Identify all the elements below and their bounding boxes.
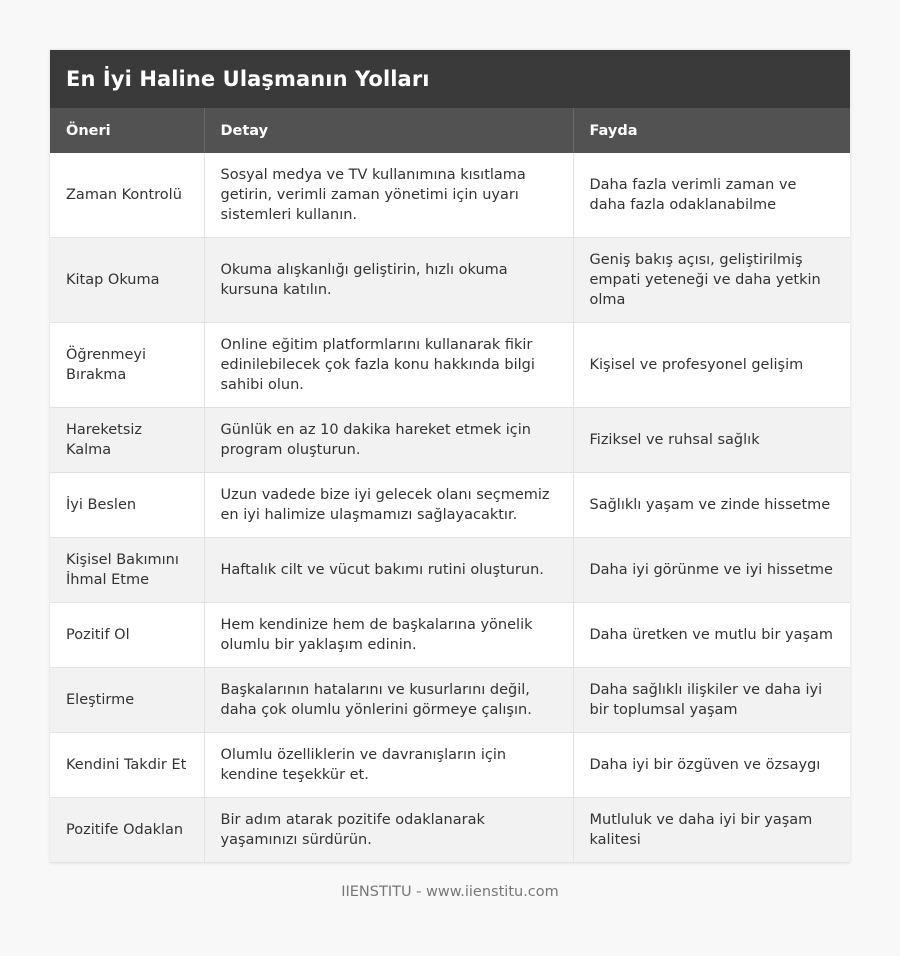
cell-fayda: Daha fazla verimli zaman ve daha fazla odaklanabilme: [573, 153, 850, 238]
data-table: [50, 108, 850, 863]
table-row: [50, 238, 850, 323]
table-row: [50, 153, 850, 238]
cell-detay: Okuma alışkanlığı geliştirin, hızlı okuma kursuna katılın.: [204, 238, 573, 323]
cell-oneri: Zaman Kontrolü: [50, 153, 204, 238]
cell-detay: Günlük en az 10 dakika hareket etmek için program oluşturun.: [204, 408, 573, 473]
cell-fayda: Daha iyi bir özgüven ve özsaygı: [573, 733, 850, 798]
cell-fayda: Sağlıklı yaşam ve zinde hissetme: [573, 473, 850, 538]
table-card: [50, 50, 850, 863]
footer-credit: IIENSTITU - www.iienstitu.com: [341, 884, 559, 900]
cell-detay: Başkalarının hatalarını ve kusurlarını değil, daha çok olumlu yönlerini görmeye çalışın.: [204, 668, 573, 733]
table-row: [50, 733, 850, 798]
cell-oneri: Hareketsiz Kalma: [50, 408, 204, 473]
cell-fayda: Fiziksel ve ruhsal sağlık: [573, 408, 850, 473]
cell-oneri: Öğrenmeyi Bırakma: [50, 323, 204, 408]
cell-oneri: Pozitif Ol: [50, 603, 204, 668]
cell-fayda: Daha üretken ve mutlu bir yaşam: [573, 603, 850, 668]
cell-oneri: Eleştirme: [50, 668, 204, 733]
title-bar: [50, 50, 850, 108]
cell-fayda: Mutluluk ve daha iyi bir yaşam kalitesi: [573, 798, 850, 863]
table-row: [50, 408, 850, 473]
cell-oneri: Kişisel Bakımını İhmal Etme: [50, 538, 204, 603]
cell-detay: Bir adım atarak pozitife odaklanarak yaşamınızı sürdürün.: [204, 798, 573, 863]
column-header-oneri: Öneri: [50, 108, 204, 153]
column-header-fayda: Fayda: [573, 108, 850, 153]
cell-fayda: Daha sağlıklı ilişkiler ve daha iyi bir toplumsal yaşam: [573, 668, 850, 733]
cell-oneri: İyi Beslen: [50, 473, 204, 538]
table-row: [50, 668, 850, 733]
cell-oneri: Pozitife Odaklan: [50, 798, 204, 863]
table-row: [50, 473, 850, 538]
cell-oneri: Kitap Okuma: [50, 238, 204, 323]
cell-detay: Olumlu özelliklerin ve davranışların için kendine teşekkür et.: [204, 733, 573, 798]
cell-detay: Uzun vadede bize iyi gelecek olanı seçmemiz en iyi halimize ulaşmamızı sağlayacaktır.: [204, 473, 573, 538]
cell-fayda: Kişisel ve profesyonel gelişim: [573, 323, 850, 408]
cell-detay: Sosyal medya ve TV kullanımına kısıtlama getirin, verimli zaman yönetimi için uyarı sistemleri kullanın.: [204, 153, 573, 238]
column-header-detay: Detay: [204, 108, 573, 153]
table-row: [50, 538, 850, 603]
table-row: [50, 798, 850, 863]
cell-detay: Hem kendinize hem de başkalarına yönelik olumlu bir yaklaşım edinin.: [204, 603, 573, 668]
table-row: [50, 603, 850, 668]
cell-oneri: Kendini Takdir Et: [50, 733, 204, 798]
table-row: [50, 323, 850, 408]
cell-fayda: Daha iyi görünme ve iyi hissetme: [573, 538, 850, 603]
cell-detay: Online eğitim platformlarını kullanarak fikir edinilebilecek çok fazla konu hakkında bilgi sahibi olun.: [204, 323, 573, 408]
cell-fayda: Geniş bakış açısı, geliştirilmiş empati yeteneği ve daha yetkin olma: [573, 238, 850, 323]
page-title: En İyi Haline Ulaşmanın Yolları: [66, 67, 430, 91]
cell-detay: Haftalık cilt ve vücut bakımı rutini oluşturun.: [204, 538, 573, 603]
header-row: [50, 108, 850, 153]
